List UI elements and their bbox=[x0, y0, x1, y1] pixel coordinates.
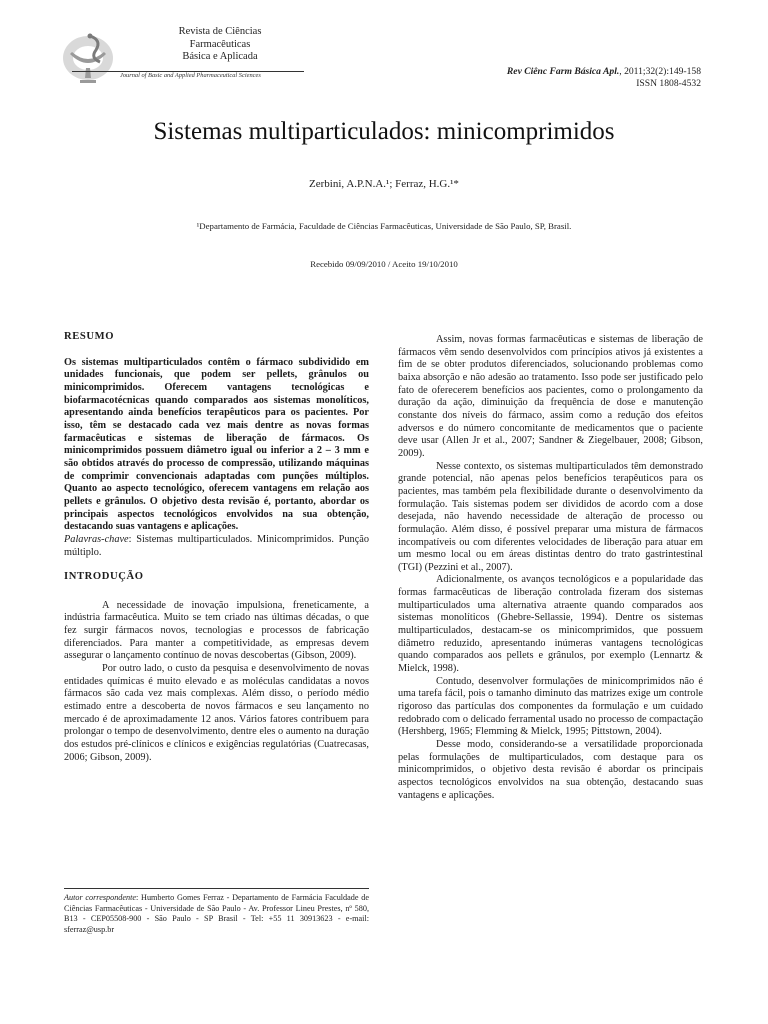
right-paragraph-1: Assim, novas formas farmacêuticas e sistemas de liberação de fármacos vêm sendo desenvolvidos com princípios ativos já existentes a fim de se obter produtos diferenciados, solucionando problemas como baixa absorção e não adesão ao tratamento. Isso pode ser justificado pelo fato de oferecerem benefícios aos pacientes, como o prolongamento da duração da ação, diminuição da frequência de dose e manutenção constante dos níveis do fármaco, assim como a redução dos efeitos adversos e do número concomitante de medicamentos que o paciente deve usar (Allen Jr et al., 2007; Sandner & Ziegelbauer, 2008; Gibson, 2009). bbox=[398, 334, 703, 459]
footnote-rule bbox=[64, 888, 369, 889]
introduction-heading: INTRODUÇÃO bbox=[64, 571, 144, 583]
article-affiliation: ¹Departamento de Farmácia, Faculdade de Ciências Farmacêuticas, Universidade de São Paulo, SP, Brasil. bbox=[196, 221, 572, 231]
article-title: Sistemas multiparticulados: minicomprimidos bbox=[153, 118, 615, 145]
abstract-text: Os sistemas multiparticulados contêm o fármaco subdividido em unidades funcionais, que podem ser pellets, grânulos ou minicomprimidos. Oferecem vantagens tecnológicas e biofarmacotécnicas quando comparados aos sistemas monolíticos, apresentando ainda benefícios terapêuticos para os pacientes. Por isso, têm se destacado cada vez mais dentre as novas formas farmacêuticas e sistemas de liberação de fármacos. Os minicomprimidos possuem diâmetro igual ou inferior a 2 – 3 mm e são obtidos através do processo de compressão, utilizando máquinas de comprimir convencionais adaptadas com punções múltiplos. Quanto ao aspecto tecnológico, oferecem vantagens em relação aos pellets e grânulos. O objetivo desta revisão é, portanto, abordar os principais aspectos tecnológicos envolvidos na sua obtenção, destacando suas vantagens e aplicações. bbox=[64, 356, 369, 533]
keywords bbox=[64, 534, 369, 559]
footnote-label: Autor correspondente bbox=[64, 893, 137, 902]
journal-header bbox=[60, 22, 310, 92]
journal-name-line-1: Revista de Ciências bbox=[178, 26, 262, 37]
corresponding-author-footnote bbox=[64, 893, 369, 935]
pharmacy-bowl-serpent-logo-icon bbox=[60, 28, 122, 86]
intro-paragraph-1: A necessidade de inovação impulsiona, freneticamente, a indústria farmacêutica. Muito se tem criado nas últimas décadas, o que fez surgir fármacos novos, tecnologias e processos de fabricação diferenciados. Para manter a competitividade, as empresas devem assegurar o lançamento contínuo de novas descobertas (Gibson, 2009). bbox=[64, 599, 369, 662]
keywords-label: Palavras-chave bbox=[64, 533, 129, 545]
citation-block bbox=[507, 66, 701, 90]
footnote-text: : Humberto Gomes Ferraz - Departamento de Farmácia Faculdade de Ciências Farmacêuticas - Universidade de São Paulo - Av. Professor Lineu Prestes, nº 580, B13 - CEP05508-900 - São Paulo - SP Brasil - Tel: +55 11 30913623 - e-mail: sferraz@usp.br bbox=[64, 893, 369, 934]
abstract-heading: RESUMO bbox=[64, 331, 115, 342]
right-paragraph-5: Desse modo, considerando-se a versatilidade proporcionada pelas formulações de multiparticulados, com destaque para os minicomprimidos, o objetivo desta revisão é abordar os principais aspectos tecnológicos envolvidos na sua obtenção, destacando suas vantagens e aplicações. bbox=[398, 739, 703, 801]
right-paragraph-2: Nesse contexto, os sistemas multiparticulados têm demonstrado grande potencial, não apenas pelos benefícios terapêuticos para os pacientes, mas também pela flexibilidade durante o desenvolvimento da formulação. Tais sistemas podem ser divididos de acordo com a dose desejada, não havendo necessidade de alteração de processo ou formulação. Além disso, é possível preparar uma mistura de fármacos incompatíveis ou com diferentes velocidades de liberação para atuar em um mesmo local ou em áreas distintas dentro do trato gastrintestinal (TGI) (Pezzini et al., 2007). bbox=[398, 460, 703, 573]
journal-name-line-3: Básica e Aplicada bbox=[182, 51, 258, 62]
left-column bbox=[64, 331, 369, 764]
journal-name-line-2: Farmacêuticas bbox=[189, 38, 251, 50]
issn: ISSN 1808-4532 bbox=[636, 78, 701, 89]
journal-subtitle: Journal of Basic and Applied Pharmaceutical Sciences bbox=[120, 72, 261, 79]
citation-journal: Rev Ciênc Farm Básica Apl. bbox=[506, 66, 620, 77]
article-dates: Recebido 09/09/2010 / Aceito 19/10/2010 bbox=[310, 259, 458, 269]
article-authors: Zerbini, A.P.N.A.¹; Ferraz, H.G.¹* bbox=[309, 178, 459, 190]
keywords-text: : Sistemas multiparticulados. Minicomprimidos. Punção múltiplo. bbox=[64, 533, 369, 558]
intro-paragraph-2: Por outro lado, o custo da pesquisa e desenvolvimento de novas entidades químicas é muito elevado e as moléculas candidatas a novos fármacos são cada vez mais complexas. Além disso, o período médio estimado entre a descoberta de novos fármacos e seu lançamento no mercado é de aproximadamente 12 anos. Vários fatores contribuem para prolongar o tempo de desenvolvimento, dentre eles o aumento na duração dos estudos pré-clínicos e clínicos e exigências regulatórias (Cuatrecasas, 2006; Gibson, 2009). bbox=[64, 663, 369, 763]
right-column bbox=[398, 334, 703, 802]
right-paragraph-3: Adicionalmente, os avanços tecnológicos e a popularidade das formas farmacêuticas de liberação controlada fizeram dos sistemas multiparticulados uma alternativa atraente quando comparados aos sistemas monolíticos (Ghebre-Sellassie, 1994). Dentre os sistemas multiparticulados, destacam-se os minicomprimidos, que possuem diâmetro reduzido, apresentando inúmeras vantagens tecnológicas quando comparados aos pellets e grânulos, por exemplo (Lennartz & Mielck, 1998). bbox=[398, 574, 703, 675]
right-paragraph-4: Contudo, desenvolver formulações de minicomprimidos não é uma tarefa fácil, pois o tamanho diminuto das matrizes exige um controle rigoroso das partículas dos componentes da formulação e um cuidado redobrado com o delicado ferramental usado no processo de compactação (Hershberg, 1965; Flemming & Mielck, 1995; Pittstown, 2004). bbox=[398, 675, 703, 738]
citation-details: , 2011;32(2):149-158 bbox=[619, 66, 701, 77]
journal-name bbox=[165, 26, 365, 64]
